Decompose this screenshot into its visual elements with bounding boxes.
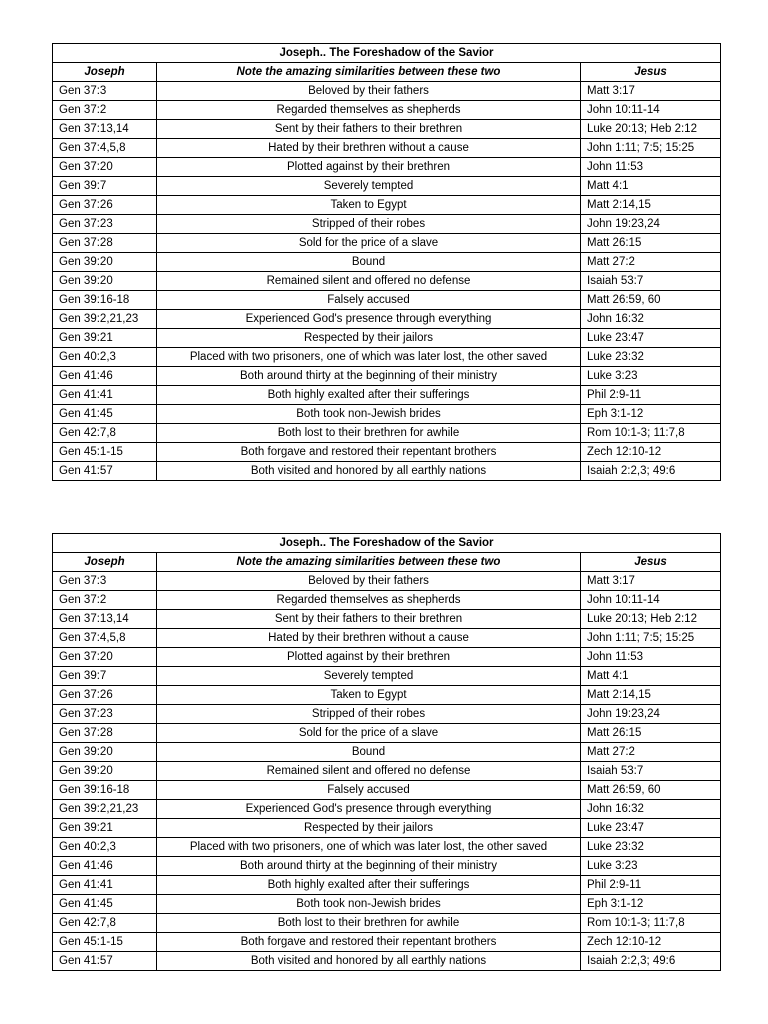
- similarity-description: Remained silent and offered no defense: [157, 272, 581, 291]
- similarity-description: Experienced God's presence through everything: [157, 310, 581, 329]
- table-row: [53, 857, 721, 876]
- table-row: [53, 800, 721, 819]
- table-row: [53, 610, 721, 629]
- table-row: [53, 591, 721, 610]
- similarity-description: Bound: [157, 253, 581, 272]
- joseph-reference: Gen 37:28: [53, 724, 157, 743]
- jesus-reference: Matt 4:1: [581, 177, 721, 196]
- jesus-reference: Matt 26:59, 60: [581, 291, 721, 310]
- table-row: [53, 196, 721, 215]
- joseph-reference: Gen 39:21: [53, 329, 157, 348]
- jesus-reference: John 10:11-14: [581, 591, 721, 610]
- table-row: [53, 367, 721, 386]
- jesus-reference: Eph 3:1-12: [581, 895, 721, 914]
- similarity-description: Respected by their jailors: [157, 329, 581, 348]
- joseph-reference: Gen 39:16-18: [53, 781, 157, 800]
- similarity-description: Both lost to their brethren for awhile: [157, 914, 581, 933]
- similarity-description: Placed with two prisoners, one of which was later lost, the other saved: [157, 348, 581, 367]
- similarity-description: Plotted against by their brethren: [157, 158, 581, 177]
- joseph-reference: Gen 41:57: [53, 952, 157, 971]
- joseph-reference: Gen 39:21: [53, 819, 157, 838]
- table-row: [53, 177, 721, 196]
- table-row: [53, 572, 721, 591]
- similarity-description: Taken to Egypt: [157, 686, 581, 705]
- joseph-reference: Gen 37:13,14: [53, 610, 157, 629]
- header-similarities: Note the amazing similarities between these two: [157, 63, 581, 82]
- header-joseph: Joseph: [53, 553, 157, 572]
- joseph-reference: Gen 41:57: [53, 462, 157, 481]
- similarity-description: Both around thirty at the beginning of their ministry: [157, 857, 581, 876]
- joseph-reference: Gen 40:2,3: [53, 348, 157, 367]
- table-row: [53, 215, 721, 234]
- joseph-reference: Gen 37:20: [53, 648, 157, 667]
- table-row: [53, 876, 721, 895]
- similarity-description: Both around thirty at the beginning of their ministry: [157, 367, 581, 386]
- comparison-table-bottom: [52, 533, 720, 971]
- similarity-description: Regarded themselves as shepherds: [157, 101, 581, 120]
- table-row: [53, 819, 721, 838]
- similarity-description: Plotted against by their brethren: [157, 648, 581, 667]
- similarity-description: Both took non-Jewish brides: [157, 895, 581, 914]
- joseph-reference: Gen 39:20: [53, 762, 157, 781]
- jesus-reference: Luke 23:47: [581, 329, 721, 348]
- table-row: [53, 272, 721, 291]
- joseph-reference: Gen 37:2: [53, 591, 157, 610]
- table-row: [53, 386, 721, 405]
- jesus-reference: Isaiah 53:7: [581, 762, 721, 781]
- joseph-reference: Gen 39:20: [53, 253, 157, 272]
- similarity-description: Falsely accused: [157, 781, 581, 800]
- joseph-reference: Gen 39:2,21,23: [53, 800, 157, 819]
- jesus-reference: Matt 26:59, 60: [581, 781, 721, 800]
- similarity-description: Both highly exalted after their sufferings: [157, 876, 581, 895]
- table-row: [53, 933, 721, 952]
- joseph-reference: Gen 37:26: [53, 196, 157, 215]
- jesus-reference: Phil 2:9-11: [581, 876, 721, 895]
- jesus-reference: Luke 20:13; Heb 2:12: [581, 610, 721, 629]
- table-row: [53, 724, 721, 743]
- table-row: [53, 253, 721, 272]
- joseph-reference: Gen 37:4,5,8: [53, 629, 157, 648]
- joseph-reference: Gen 45:1-15: [53, 443, 157, 462]
- jesus-reference: Matt 27:2: [581, 253, 721, 272]
- similarity-description: Taken to Egypt: [157, 196, 581, 215]
- table-body: [53, 82, 721, 481]
- table-row: [53, 648, 721, 667]
- joseph-reference: Gen 41:41: [53, 386, 157, 405]
- jesus-reference: Luke 3:23: [581, 367, 721, 386]
- similarity-description: Sold for the price of a slave: [157, 234, 581, 253]
- table-row: [53, 629, 721, 648]
- similarity-description: Beloved by their fathers: [157, 82, 581, 101]
- jesus-reference: John 10:11-14: [581, 101, 721, 120]
- header-row: [53, 553, 721, 572]
- similarity-description: Beloved by their fathers: [157, 572, 581, 591]
- joseph-reference: Gen 37:3: [53, 82, 157, 101]
- table-row: [53, 462, 721, 481]
- similarity-description: Severely tempted: [157, 667, 581, 686]
- similarity-description: Both forgave and restored their repentant brothers: [157, 933, 581, 952]
- jesus-reference: Isaiah 2:2,3; 49:6: [581, 462, 721, 481]
- joseph-reference: Gen 37:3: [53, 572, 157, 591]
- joseph-reference: Gen 41:45: [53, 405, 157, 424]
- joseph-reference: Gen 39:20: [53, 743, 157, 762]
- table-row: [53, 762, 721, 781]
- jesus-reference: Eph 3:1-12: [581, 405, 721, 424]
- jesus-reference: Matt 26:15: [581, 234, 721, 253]
- jesus-reference: Matt 2:14,15: [581, 686, 721, 705]
- jesus-reference: Matt 3:17: [581, 572, 721, 591]
- table: [52, 43, 721, 481]
- header-jesus: Jesus: [581, 553, 721, 572]
- similarity-description: Sent by their fathers to their brethren: [157, 610, 581, 629]
- comparison-table-top: [52, 43, 720, 481]
- jesus-reference: Luke 20:13; Heb 2:12: [581, 120, 721, 139]
- table-row: [53, 348, 721, 367]
- similarity-description: Hated by their brethren without a cause: [157, 139, 581, 158]
- jesus-reference: Matt 2:14,15: [581, 196, 721, 215]
- similarity-description: Sent by their fathers to their brethren: [157, 120, 581, 139]
- jesus-reference: Zech 12:10-12: [581, 443, 721, 462]
- similarity-description: Both visited and honored by all earthly nations: [157, 462, 581, 481]
- jesus-reference: Luke 3:23: [581, 857, 721, 876]
- joseph-reference: Gen 39:7: [53, 177, 157, 196]
- similarity-description: Both highly exalted after their sufferings: [157, 386, 581, 405]
- similarity-description: Stripped of their robes: [157, 215, 581, 234]
- similarity-description: Both forgave and restored their repentant brothers: [157, 443, 581, 462]
- table-row: [53, 743, 721, 762]
- table-row: [53, 234, 721, 253]
- table-row: [53, 667, 721, 686]
- header-joseph: Joseph: [53, 63, 157, 82]
- table-row: [53, 101, 721, 120]
- table-row: [53, 952, 721, 971]
- joseph-reference: Gen 37:23: [53, 215, 157, 234]
- similarity-description: Bound: [157, 743, 581, 762]
- similarity-description: Stripped of their robes: [157, 705, 581, 724]
- jesus-reference: Luke 23:47: [581, 819, 721, 838]
- joseph-reference: Gen 41:46: [53, 857, 157, 876]
- similarity-description: Remained silent and offered no defense: [157, 762, 581, 781]
- table-row: [53, 405, 721, 424]
- similarity-description: Respected by their jailors: [157, 819, 581, 838]
- jesus-reference: John 1:11; 7:5; 15:25: [581, 139, 721, 158]
- joseph-reference: Gen 37:23: [53, 705, 157, 724]
- joseph-reference: Gen 37:20: [53, 158, 157, 177]
- joseph-reference: Gen 42:7,8: [53, 424, 157, 443]
- jesus-reference: Matt 3:17: [581, 82, 721, 101]
- joseph-reference: Gen 41:45: [53, 895, 157, 914]
- table-row: [53, 82, 721, 101]
- table-title: Joseph.. The Foreshadow of the Savior: [53, 44, 721, 63]
- similarity-description: Regarded themselves as shepherds: [157, 591, 581, 610]
- jesus-reference: John 11:53: [581, 648, 721, 667]
- header-similarities: Note the amazing similarities between these two: [157, 553, 581, 572]
- table-row: [53, 781, 721, 800]
- similarity-description: Placed with two prisoners, one of which was later lost, the other saved: [157, 838, 581, 857]
- jesus-reference: Rom 10:1-3; 11:7,8: [581, 424, 721, 443]
- jesus-reference: Zech 12:10-12: [581, 933, 721, 952]
- joseph-reference: Gen 39:20: [53, 272, 157, 291]
- table-row: [53, 291, 721, 310]
- similarity-description: Falsely accused: [157, 291, 581, 310]
- table-title: Joseph.. The Foreshadow of the Savior: [53, 534, 721, 553]
- jesus-reference: Matt 27:2: [581, 743, 721, 762]
- table-row: [53, 686, 721, 705]
- table-row: [53, 895, 721, 914]
- similarity-description: Experienced God's presence through everything: [157, 800, 581, 819]
- jesus-reference: John 16:32: [581, 310, 721, 329]
- joseph-reference: Gen 45:1-15: [53, 933, 157, 952]
- jesus-reference: John 19:23,24: [581, 215, 721, 234]
- title-row: [53, 44, 721, 63]
- jesus-reference: Isaiah 2:2,3; 49:6: [581, 952, 721, 971]
- title-row: [53, 534, 721, 553]
- jesus-reference: Luke 23:32: [581, 838, 721, 857]
- table-row: [53, 120, 721, 139]
- header-row: [53, 63, 721, 82]
- jesus-reference: Luke 23:32: [581, 348, 721, 367]
- jesus-reference: Matt 26:15: [581, 724, 721, 743]
- jesus-reference: John 1:11; 7:5; 15:25: [581, 629, 721, 648]
- joseph-reference: Gen 39:7: [53, 667, 157, 686]
- joseph-reference: Gen 41:46: [53, 367, 157, 386]
- joseph-reference: Gen 37:4,5,8: [53, 139, 157, 158]
- joseph-reference: Gen 39:2,21,23: [53, 310, 157, 329]
- table-row: [53, 443, 721, 462]
- table-body: [53, 572, 721, 971]
- similarity-description: Both lost to their brethren for awhile: [157, 424, 581, 443]
- similarity-description: Both took non-Jewish brides: [157, 405, 581, 424]
- jesus-reference: John 16:32: [581, 800, 721, 819]
- similarity-description: Sold for the price of a slave: [157, 724, 581, 743]
- similarity-description: Both visited and honored by all earthly nations: [157, 952, 581, 971]
- table-row: [53, 329, 721, 348]
- joseph-reference: Gen 37:28: [53, 234, 157, 253]
- jesus-reference: John 19:23,24: [581, 705, 721, 724]
- table-row: [53, 705, 721, 724]
- joseph-reference: Gen 37:26: [53, 686, 157, 705]
- joseph-reference: Gen 41:41: [53, 876, 157, 895]
- joseph-reference: Gen 42:7,8: [53, 914, 157, 933]
- joseph-reference: Gen 37:2: [53, 101, 157, 120]
- table-row: [53, 838, 721, 857]
- table-row: [53, 424, 721, 443]
- header-jesus: Jesus: [581, 63, 721, 82]
- table-row: [53, 310, 721, 329]
- table-row: [53, 914, 721, 933]
- jesus-reference: Matt 4:1: [581, 667, 721, 686]
- similarity-description: Severely tempted: [157, 177, 581, 196]
- table-row: [53, 139, 721, 158]
- table-row: [53, 158, 721, 177]
- joseph-reference: Gen 39:16-18: [53, 291, 157, 310]
- jesus-reference: Isaiah 53:7: [581, 272, 721, 291]
- joseph-reference: Gen 37:13,14: [53, 120, 157, 139]
- table: [52, 533, 721, 971]
- jesus-reference: John 11:53: [581, 158, 721, 177]
- similarity-description: Hated by their brethren without a cause: [157, 629, 581, 648]
- jesus-reference: Phil 2:9-11: [581, 386, 721, 405]
- joseph-reference: Gen 40:2,3: [53, 838, 157, 857]
- jesus-reference: Rom 10:1-3; 11:7,8: [581, 914, 721, 933]
